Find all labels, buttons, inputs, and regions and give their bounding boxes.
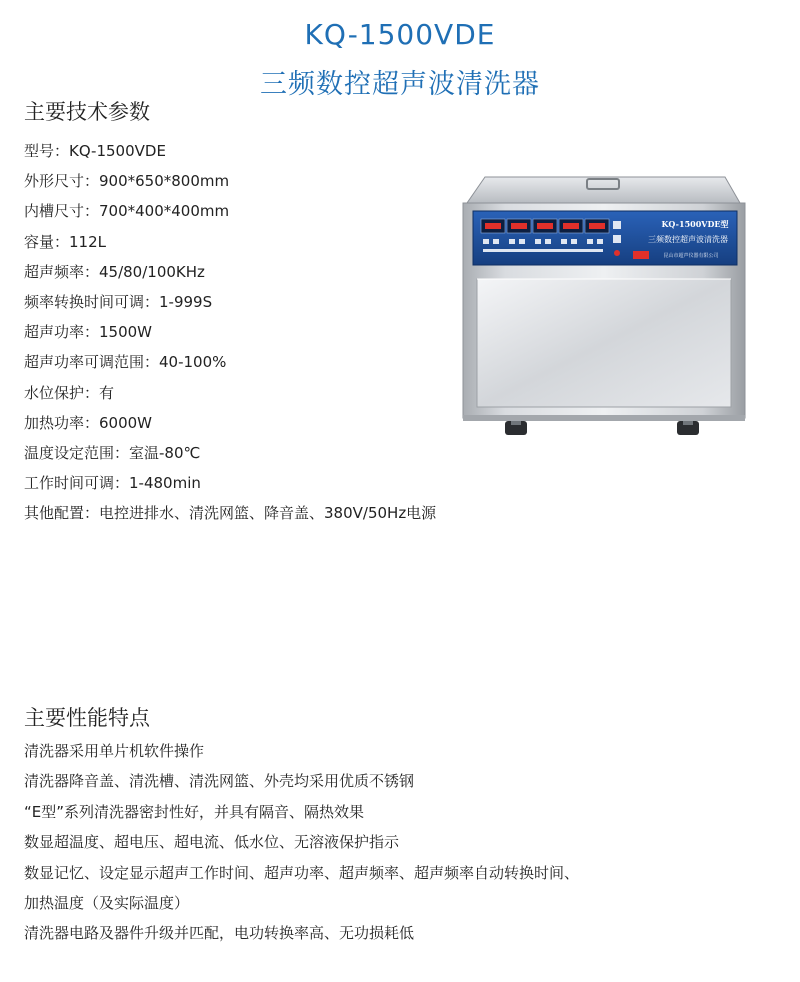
spec-list xyxy=(24,136,436,528)
spec-item: 型号：KQ-1500VDE xyxy=(24,142,166,160)
features-heading: 主要性能特点 xyxy=(24,706,150,730)
spec-item: 超声功率可调范围：40-100% xyxy=(24,353,227,372)
brand-logo-icon xyxy=(633,251,649,259)
panel-model: KQ-1500VDE型 xyxy=(661,219,729,229)
feature-item: “E型”系列清洗器密封性好，并具有隔音、隔热效果 xyxy=(24,802,365,821)
feature-item: 清洗器降音盖、清洗槽、清洗网篮、外壳均采用优质不锈钢 xyxy=(24,772,415,791)
front-door xyxy=(477,279,731,407)
spec-item: 水位保护：有 xyxy=(24,383,115,402)
spec-item: 工作时间可调：1-480min xyxy=(24,474,201,493)
caster-wheels xyxy=(505,421,699,435)
spec-item: 内槽尺寸：700*400*400mm xyxy=(24,202,230,221)
feature-item: 清洗器电路及器件升级并匹配，电功转换率高、无功损耗低 xyxy=(24,924,415,943)
model-title: KQ-1500VDE xyxy=(304,18,496,51)
base-plate xyxy=(463,415,745,421)
spec-item: 其他配置：电控进排水、清洗网篮、降音盖、380V/50Hz电源 xyxy=(24,504,437,523)
panel-company: 昆山市超声仪器有限公司 xyxy=(663,253,719,259)
feature-item: 数显记忆、设定显示超声工作时间、超声功率、超声频率、超声频率自动转换时间、 xyxy=(24,863,580,882)
product-image xyxy=(455,175,755,440)
spec-item: 频率转换时间可调：1-999S xyxy=(24,292,213,311)
feature-item: 清洗器采用单片机软件操作 xyxy=(24,742,205,760)
features-list xyxy=(24,736,579,949)
spec-item: 外形尺寸：900*650*800mm xyxy=(24,172,230,191)
panel-name: 三频数控超声波清洗器 xyxy=(648,235,728,244)
spec-item: 容量：112L xyxy=(24,232,106,251)
spec-item: 超声功率：1500W xyxy=(24,323,153,342)
product-title: 三频数控超声波清洗器 xyxy=(260,69,540,100)
spec-item: 加热功率：6000W xyxy=(24,413,153,432)
spec-heading: 主要技术参数 xyxy=(24,100,150,124)
feature-item: 加热温度（及实际温度） xyxy=(24,893,190,912)
spec-item: 温度设定范围：室温-80℃ xyxy=(24,443,201,462)
spec-item: 超声频率：45/80/100KHz xyxy=(24,262,205,281)
feature-item: 数显超温度、超电压、超电流、低水位、无溶液保护指示 xyxy=(24,833,400,852)
